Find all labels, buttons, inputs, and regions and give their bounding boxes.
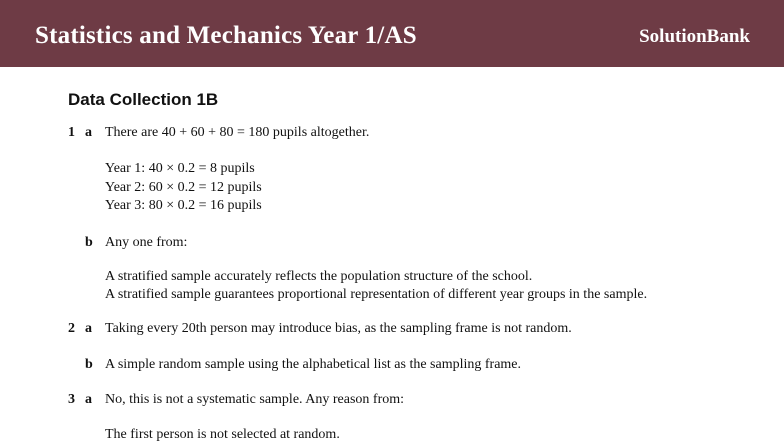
question-number: 1	[68, 125, 75, 140]
answer-line: There are 40 + 60 + 80 = 180 pupils altogether.	[105, 125, 370, 140]
question-number: 2	[68, 321, 75, 336]
answer-line: Year 3: 80 × 0.2 = 16 pupils	[105, 198, 262, 213]
answer-line: Year 1: 40 × 0.2 = 8 pupils	[105, 161, 255, 176]
part-label: a	[85, 392, 92, 407]
book-title: Statistics and Mechanics Year 1/AS	[35, 22, 417, 49]
page-header	[0, 0, 784, 67]
brand-logo-text: SolutionBank	[639, 26, 750, 47]
answer-line: A stratified sample guarantees proportional representation of different year groups in the sample.	[105, 287, 648, 302]
part-label: b	[85, 235, 93, 250]
section-heading: Data Collection 1B	[68, 90, 219, 109]
answer-line: Taking every 20th person may introduce bias, as the sampling frame is not random.	[105, 321, 572, 336]
question-number: 3	[68, 392, 75, 407]
answer-line: A simple random sample using the alphabetical list as the sampling frame.	[105, 357, 522, 372]
part-label: a	[85, 125, 92, 140]
part-label: a	[85, 321, 92, 336]
answer-line: A stratified sample accurately reflects the population structure of the school.	[105, 269, 533, 284]
answer-line: Any one from:	[105, 235, 188, 250]
part-label: b	[85, 357, 93, 372]
answer-line: The first person is not selected at random.	[105, 427, 340, 442]
answer-line: No, this is not a systematic sample. Any reason from:	[105, 392, 405, 407]
answer-line: Year 2: 60 × 0.2 = 12 pupils	[105, 180, 262, 195]
